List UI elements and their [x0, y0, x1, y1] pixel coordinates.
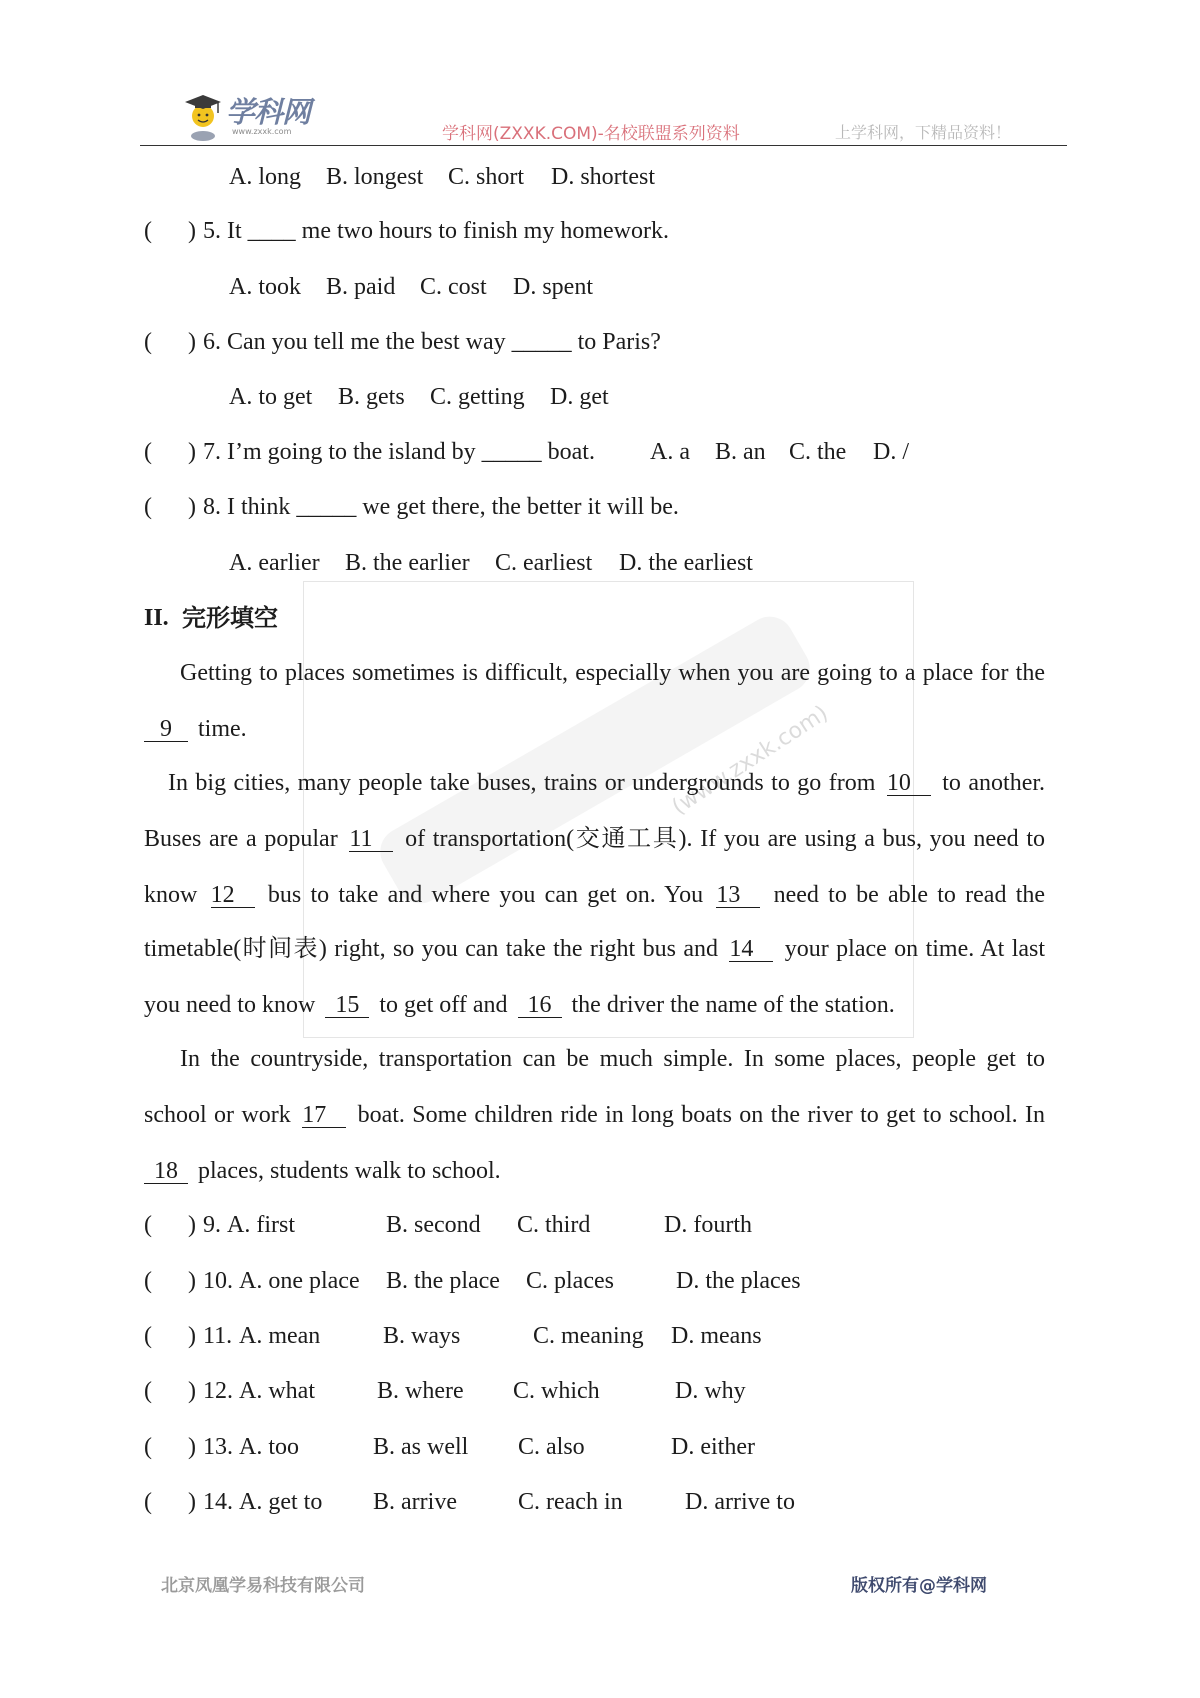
answer-bracket-close: ) — [188, 329, 196, 355]
option-c: C. also — [518, 1434, 585, 1460]
options-row-5 — [0, 273, 1200, 301]
option-d: D. the places — [676, 1268, 801, 1294]
question-text: 7. I’m going to the island by _____ boat. — [203, 439, 595, 465]
question-text: 8. I think _____ we get there, the better it will be. — [203, 494, 679, 520]
cloze-blank-12: 12 — [211, 883, 255, 908]
logo-text: 学科网 — [226, 95, 311, 129]
passage-line-5 — [144, 881, 1045, 909]
passage-text: the driver the name of the station. — [571, 992, 895, 1018]
passage-text: to get off and — [379, 992, 508, 1018]
question-row-6 — [0, 328, 1200, 356]
question-number: 9. — [203, 1212, 221, 1238]
option-d: D. why — [675, 1378, 746, 1404]
option-c: C. getting — [430, 384, 525, 410]
question-row-10 — [0, 1267, 1200, 1295]
cloze-blank-17: 17 — [302, 1103, 346, 1128]
logo-icon — [183, 86, 225, 142]
passage-text: Buses are a popular — [144, 826, 338, 852]
option-d: D. means — [671, 1323, 762, 1349]
answer-bracket-close: ) — [188, 1489, 196, 1515]
logo-domain: www.zxxk.com — [232, 127, 292, 136]
passage-line-7 — [144, 991, 895, 1019]
passage-text: know — [144, 882, 198, 908]
answer-bracket-open: ( — [144, 494, 152, 520]
question-number: 10. — [203, 1268, 233, 1294]
option-b: B. paid — [326, 274, 396, 300]
option-b: B. second — [386, 1212, 481, 1238]
passage-text: you need to know — [144, 992, 316, 1018]
passage-line-10 — [144, 1157, 501, 1185]
answer-bracket-open: ( — [144, 1434, 152, 1460]
answer-bracket-open: ( — [144, 1268, 152, 1294]
cloze-blank-9: 9 — [144, 717, 188, 742]
passage-line-9 — [144, 1101, 1045, 1129]
question-text: 6. Can you tell me the best way _____ to Paris? — [203, 329, 661, 355]
passage-text: Getting to places sometimes is difficult, especially when you are going to a place for the — [180, 660, 1045, 686]
passage-text: boat. Some children ride in long boats on the river to get to school. In — [357, 1102, 1046, 1128]
footer-company: 北京凤凰学易科技有限公司 — [161, 1576, 365, 1596]
question-row-9 — [0, 1211, 1200, 1239]
watermark-frame — [303, 581, 914, 1038]
option-a: A. one place — [239, 1268, 360, 1294]
question-text: 5. It ____ me two hours to finish my homework. — [203, 218, 669, 244]
passage-line-4 — [144, 825, 1045, 853]
passage-line-1 — [180, 659, 1045, 687]
question-number: 13. — [203, 1434, 233, 1460]
answer-bracket-close: ) — [188, 1378, 196, 1404]
option-c: C. earliest — [495, 550, 593, 576]
option-a: A. first — [227, 1212, 295, 1238]
watermark-text: (www.zxxk.com) — [667, 700, 833, 821]
passage-text: of transportation(交通工具). If you are using a bus, you need to — [405, 826, 1046, 852]
option-c: C. the — [789, 439, 847, 465]
passage-text: In the countryside, transportation can be much simple. In some places, people get to — [180, 1046, 1045, 1072]
answer-bracket-open: ( — [144, 1212, 152, 1238]
cloze-blank-10: 10 — [887, 771, 931, 796]
question-number: 11. — [203, 1323, 233, 1349]
option-a: A. a — [650, 439, 690, 465]
option-b: B. as well — [373, 1434, 469, 1460]
answer-bracket-open: ( — [144, 329, 152, 355]
option-a: A. mean — [239, 1323, 321, 1349]
header-center-text: 学科网(ZXXK.COM)-名校联盟系列资料 — [442, 124, 740, 144]
passage-text: school or work — [144, 1102, 291, 1128]
answer-bracket-close: ) — [188, 1323, 196, 1349]
option-a: A. took — [229, 274, 301, 300]
option-d: D. get — [550, 384, 609, 410]
passage-text: to another. — [942, 770, 1046, 796]
option-b: B. the place — [386, 1268, 500, 1294]
option-c: C. short — [448, 164, 525, 190]
passage-text: time. — [198, 716, 247, 742]
option-b: B. gets — [338, 384, 405, 410]
question-row-7 — [0, 438, 1200, 466]
options-row-6 — [0, 383, 1200, 411]
question-row-14 — [0, 1488, 1200, 1516]
question-row-5 — [0, 217, 1200, 245]
question-row-12 — [0, 1377, 1200, 1405]
option-b: B. longest — [326, 164, 424, 190]
options-row-4 — [0, 163, 1200, 191]
option-a: A. get to — [239, 1489, 323, 1515]
option-a: A. to get — [229, 384, 313, 410]
cloze-blank-13: 13 — [716, 883, 760, 908]
question-number: 12. — [203, 1378, 233, 1404]
option-c: C. meaning — [533, 1323, 644, 1349]
question-row-11 — [0, 1322, 1200, 1350]
option-b: B. where — [377, 1378, 464, 1404]
answer-bracket-close: ) — [188, 1212, 196, 1238]
passage-text: In big cities, many people take buses, trains or undergrounds to go from — [168, 770, 876, 796]
question-row-8 — [0, 493, 1200, 521]
passage-text: timetable(时间表) right, so you can take the right bus and — [144, 936, 718, 962]
option-d: D. spent — [513, 274, 593, 300]
question-row-13 — [0, 1433, 1200, 1461]
option-a: A. too — [239, 1434, 299, 1460]
option-d: D. / — [873, 439, 909, 465]
answer-bracket-open: ( — [144, 218, 152, 244]
answer-bracket-open: ( — [144, 1489, 152, 1515]
option-b: B. an — [715, 439, 766, 465]
passage-line-2 — [144, 715, 247, 743]
answer-bracket-close: ) — [188, 1268, 196, 1294]
passage-line-3 — [168, 769, 1045, 797]
cloze-blank-18: 18 — [144, 1159, 188, 1184]
passage-text: your place on time. At last — [784, 936, 1046, 962]
passage-line-6 — [144, 935, 1045, 963]
section-heading — [0, 604, 1200, 632]
cloze-blank-16: 16 — [518, 993, 562, 1018]
answer-bracket-close: ) — [188, 439, 196, 465]
option-b: B. ways — [383, 1323, 461, 1349]
option-d: D. shortest — [551, 164, 655, 190]
cloze-blank-15: 15 — [325, 993, 369, 1018]
passage-line-8 — [180, 1045, 1045, 1073]
question-number: 14. — [203, 1489, 233, 1515]
answer-bracket-open: ( — [144, 439, 152, 465]
option-d: D. arrive to — [685, 1489, 795, 1515]
answer-bracket-open: ( — [144, 1323, 152, 1349]
section-number: II. — [144, 605, 169, 631]
option-b: B. arrive — [373, 1489, 457, 1515]
option-c: C. reach in — [518, 1489, 623, 1515]
answer-bracket-close: ) — [188, 218, 196, 244]
header-slogan: 上学科网，下精品资料！ — [835, 123, 1012, 142]
footer-copyright: 版权所有@学科网 — [851, 1576, 987, 1596]
option-c: C. cost — [420, 274, 487, 300]
option-a: A. what — [239, 1378, 315, 1404]
section-title: 完形填空 — [182, 604, 278, 632]
answer-bracket-open: ( — [144, 1378, 152, 1404]
answer-bracket-close: ) — [188, 1434, 196, 1460]
header-divider — [140, 145, 1067, 146]
answer-bracket-close: ) — [188, 494, 196, 520]
cloze-blank-11: 11 — [349, 827, 393, 852]
option-c: C. places — [526, 1268, 614, 1294]
cloze-blank-14: 14 — [729, 937, 773, 962]
option-c: C. which — [513, 1378, 600, 1404]
option-b: B. the earlier — [345, 550, 470, 576]
option-a: A. long — [229, 164, 301, 190]
option-a: A. earlier — [229, 550, 320, 576]
passage-text: bus to take and where you can get on. You — [267, 882, 704, 908]
option-d: D. either — [671, 1434, 755, 1460]
option-d: D. fourth — [664, 1212, 752, 1238]
options-row-8 — [0, 549, 1200, 577]
option-d: D. the earliest — [619, 550, 753, 576]
option-c: C. third — [517, 1212, 591, 1238]
passage-text: places, students walk to school. — [198, 1158, 501, 1184]
passage-text: need to be able to read the — [773, 882, 1046, 908]
